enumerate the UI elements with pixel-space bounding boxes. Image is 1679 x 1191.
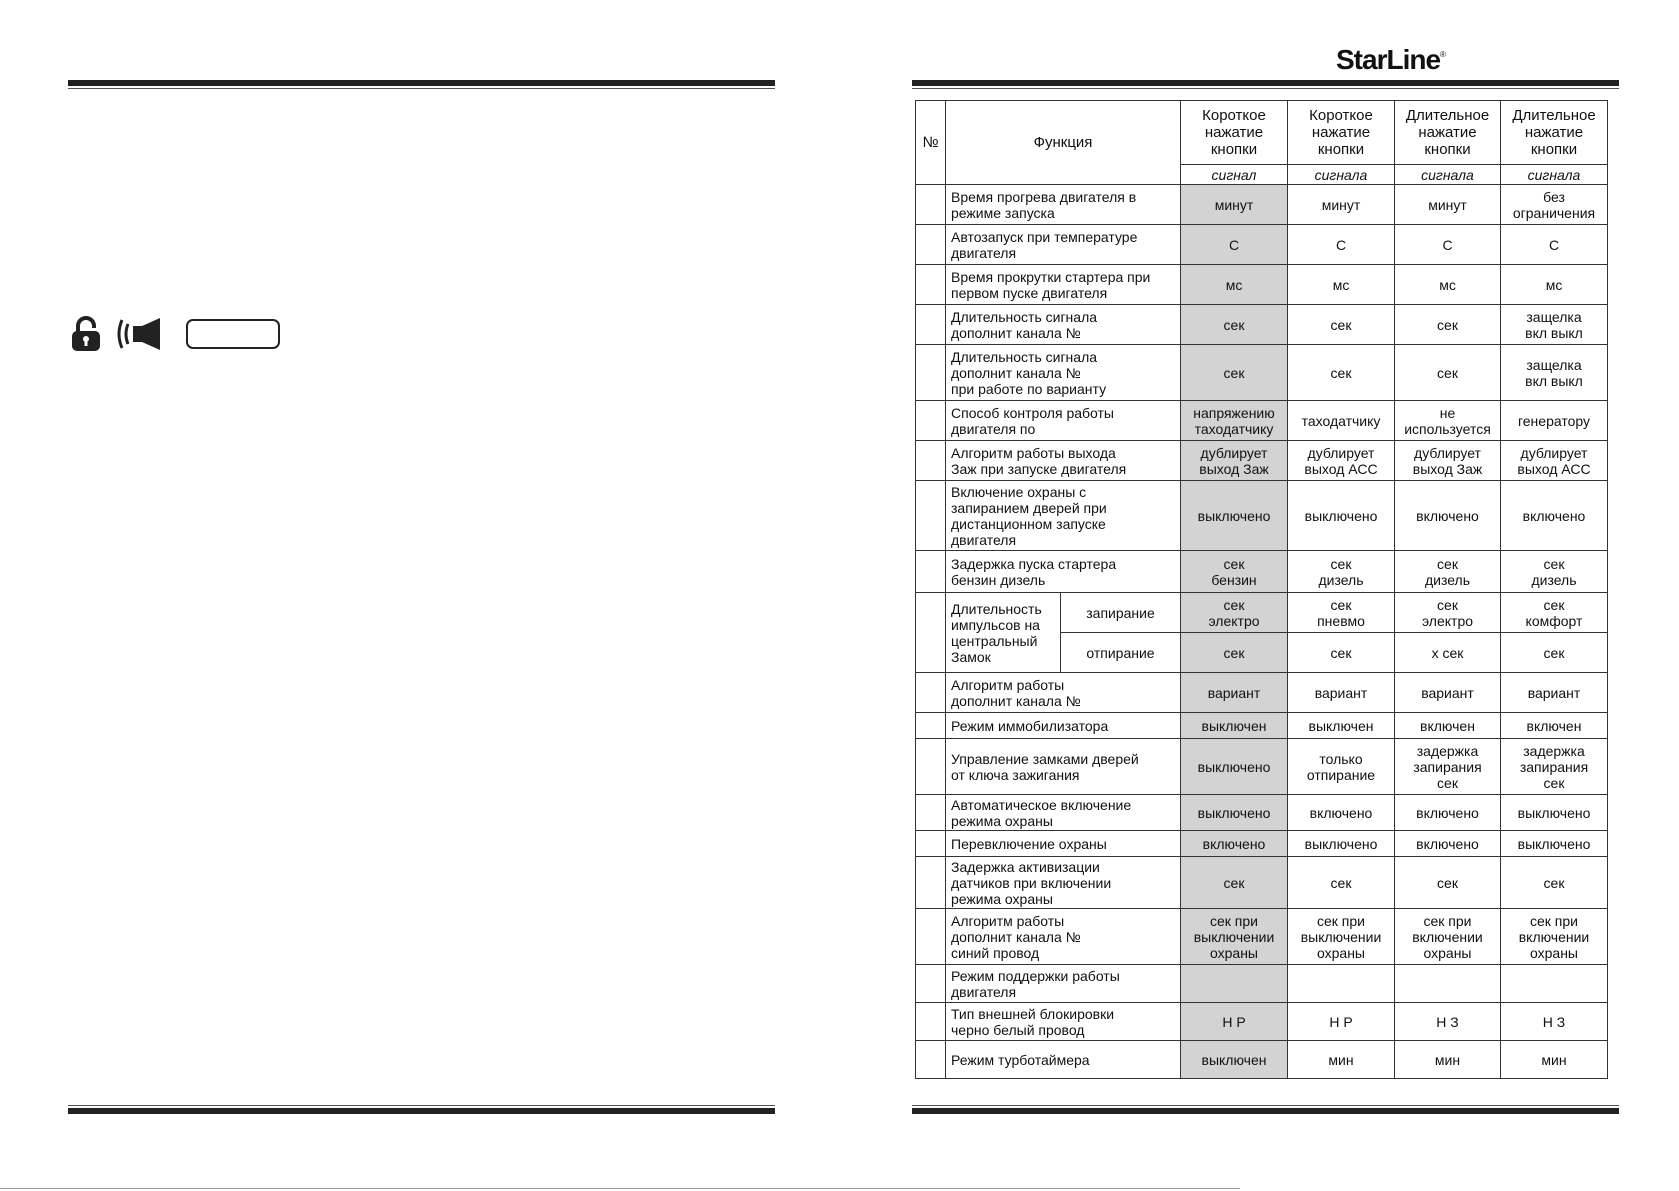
function-label: Время прокрутки стартера при первом пуске двигателя [946,265,1181,305]
table-row [916,1003,1608,1041]
option-value-4: защелка вкл выкл [1501,345,1608,401]
row-number [916,673,946,713]
function-label: Режим иммобилизатора [946,713,1181,739]
option-value-2: сек дизель [1288,551,1395,593]
option-value-4: включено [1501,481,1608,551]
column-header-option-1: Короткое нажатие кнопки [1181,101,1288,165]
option-value-4: генератору [1501,401,1608,441]
option-value-1: сек [1181,305,1288,345]
option-value-1: С [1181,225,1288,265]
row-number [916,965,946,1003]
option-value-1: вариант [1181,673,1288,713]
left-header-rule [68,80,775,86]
table-row [916,673,1608,713]
option-value-2: дублирует выход АСС [1288,441,1395,481]
option-value-3: включено [1395,795,1501,831]
table-row [916,739,1608,795]
function-sublabel: отпирание [1061,633,1181,673]
option-value-3: минут [1395,185,1501,225]
row-number [916,551,946,593]
option-value-3 [1395,965,1501,1003]
function-label: Задержка пуска стартера бензин дизель [946,551,1181,593]
option-value-4: Н З [1501,1003,1608,1041]
option-value-2: сек [1288,633,1395,673]
option-value-3: Н З [1395,1003,1501,1041]
option-value-3: С [1395,225,1501,265]
function-label: Включение охраны с запиранием дверей при дистанционном запуске двигателя [946,481,1181,551]
function-label: Длительность сигнала дополнит канала № [946,305,1181,345]
row-number [916,345,946,401]
option-value-2: сек [1288,305,1395,345]
option-value-2: выключено [1288,481,1395,551]
brand-logo: StarLine® [1336,44,1446,75]
table-row [916,831,1608,857]
option-value-3: вариант [1395,673,1501,713]
row-number [916,1041,946,1079]
column-header-function: Функция [946,101,1181,185]
option-value-2: сек [1288,857,1395,909]
option-value-1: выключен [1181,1041,1288,1079]
option-value-1: сек [1181,345,1288,401]
function-label: Задержка активизации датчиков при включении режима охраны [946,857,1181,909]
row-number [916,795,946,831]
function-label: Тип внешней блокировки черно белый провод [946,1003,1181,1041]
option-value-1: Н Р [1181,1003,1288,1041]
option-value-2: минут [1288,185,1395,225]
option-value-1: сек [1181,857,1288,909]
option-value-1: выключено [1181,795,1288,831]
option-value-2: включено [1288,795,1395,831]
function-label: Алгоритм работы дополнит канала № [946,673,1181,713]
table-row [916,965,1608,1003]
option-value-2: мин [1288,1041,1395,1079]
option-value-2: сек при выключении охраны [1288,909,1395,965]
option-value-2: С [1288,225,1395,265]
option-value-1: выключено [1181,481,1288,551]
row-number [916,265,946,305]
option-value-3: сек электро [1395,593,1501,633]
function-label: Автоматическое включение режима охраны [946,795,1181,831]
table-row [916,1041,1608,1079]
function-sublabel: запирание [1061,593,1181,633]
table-row [916,401,1608,441]
option-value-2: таходатчику [1288,401,1395,441]
table-row [916,795,1608,831]
option-value-4: задержка запирания сек [1501,739,1608,795]
table-row [916,481,1608,551]
left-footer-rule [68,1108,775,1114]
option-value-4: сек при включении охраны [1501,909,1608,965]
option-value-3: сек при включении охраны [1395,909,1501,965]
row-number [916,185,946,225]
option-value-2: выключен [1288,713,1395,739]
table-row [916,265,1608,305]
right-footer-rule [912,1108,1619,1114]
option-value-4: включен [1501,713,1608,739]
option-value-1 [1181,965,1288,1003]
right-header-rule-thin [912,88,1619,89]
option-value-1: выключен [1181,713,1288,739]
table-header-row [916,101,1608,165]
option-value-3: мс [1395,265,1501,305]
option-value-3: включен [1395,713,1501,739]
function-label: Режим турботаймера [946,1041,1181,1079]
right-header-rule [912,80,1619,86]
row-number [916,441,946,481]
option-value-3: не используется [1395,401,1501,441]
option-value-2: сек [1288,345,1395,401]
option-value-1: сек бензин [1181,551,1288,593]
option-value-3: сек [1395,857,1501,909]
option-value-4: сек [1501,633,1608,673]
option-value-4: выключено [1501,795,1608,831]
option-value-1: включено [1181,831,1288,857]
right-footer-rule-thin [912,1105,1619,1106]
option-value-4: мин [1501,1041,1608,1079]
function-label: Алгоритм работы дополнит канала № синий провод [946,909,1181,965]
option-value-1: выключено [1181,739,1288,795]
function-label: Алгоритм работы выхода Заж при запуске двигателя [946,441,1181,481]
option-value-4: сек дизель [1501,551,1608,593]
option-value-4: мс [1501,265,1608,305]
option-value-2: выключено [1288,831,1395,857]
option-value-3: дублирует выход Заж [1395,441,1501,481]
option-value-3: сек [1395,305,1501,345]
icon-row [68,316,288,356]
option-value-4: защелка вкл выкл [1501,305,1608,345]
table-row [916,185,1608,225]
row-number [916,713,946,739]
function-label: Время прогрева двигателя в режиме запуска [946,185,1181,225]
table-body [916,185,1608,1079]
table-row [916,909,1608,965]
option-value-3: задержка запирания сек [1395,739,1501,795]
signal-label-1: сигнал [1181,165,1288,185]
function-label: Управление замками дверей от ключа зажигания [946,739,1181,795]
option-value-4: без ограничения [1501,185,1608,225]
option-value-1: дублирует выход Заж [1181,441,1288,481]
option-value-1: напряжению таходатчику [1181,401,1288,441]
signal-label-4: сигнала [1501,165,1608,185]
function-label: Режим поддержки работы двигателя [946,965,1181,1003]
function-label: Длительность импульсов на центральный Замок [946,593,1061,673]
column-header-number: № [916,101,946,185]
left-footer-rule-thin [68,1105,775,1106]
row-number [916,1003,946,1041]
row-number [916,909,946,965]
signal-label-2: сигнала [1288,165,1395,185]
function-label: Автозапуск при температуре двигателя [946,225,1181,265]
option-value-3: х сек [1395,633,1501,673]
table-row [916,857,1608,909]
function-label: Длительность сигнала дополнит канала № при работе по варианту [946,345,1181,401]
table-row [916,441,1608,481]
settings-table [915,100,1608,1079]
function-label: Способ контроля работы двигателя по [946,401,1181,441]
option-value-2: вариант [1288,673,1395,713]
row-number [916,225,946,265]
option-value-2: сек пневмо [1288,593,1395,633]
table-row [916,225,1608,265]
button-icon [186,319,280,349]
option-value-3: сек [1395,345,1501,401]
option-value-3: сек дизель [1395,551,1501,593]
option-value-4: выключено [1501,831,1608,857]
row-number [916,481,946,551]
option-value-2: только отпирание [1288,739,1395,795]
option-value-3: мин [1395,1041,1501,1079]
option-value-1: сек [1181,633,1288,673]
row-number [916,305,946,345]
table-row [916,713,1608,739]
table-row [916,551,1608,593]
bottom-edge-line [0,1188,1240,1189]
siren-icon [114,316,170,352]
column-header-option-3: Длительное нажатие кнопки [1395,101,1501,165]
option-value-2 [1288,965,1395,1003]
row-number [916,593,946,673]
column-header-option-2: Короткое нажатие кнопки [1288,101,1395,165]
option-value-4: дублирует выход АСС [1501,441,1608,481]
row-number [916,739,946,795]
row-number [916,831,946,857]
option-value-4: вариант [1501,673,1608,713]
option-value-1: мс [1181,265,1288,305]
option-value-4: сек [1501,857,1608,909]
option-value-1: минут [1181,185,1288,225]
function-label: Перевключение охраны [946,831,1181,857]
option-value-4: сек комфорт [1501,593,1608,633]
row-number [916,857,946,909]
option-value-4 [1501,965,1608,1003]
option-value-1: сек при выключении охраны [1181,909,1288,965]
left-header-rule-thin [68,88,775,89]
column-header-option-4: Длительное нажатие кнопки [1501,101,1608,165]
signal-label-3: сигнала [1395,165,1501,185]
table-row [916,593,1608,633]
option-value-2: мс [1288,265,1395,305]
option-value-1: сек электро [1181,593,1288,633]
option-value-3: включено [1395,481,1501,551]
option-value-3: включено [1395,831,1501,857]
option-value-4: С [1501,225,1608,265]
table-row [916,345,1608,401]
row-number [916,401,946,441]
option-value-2: Н Р [1288,1003,1395,1041]
table-row [916,305,1608,345]
lock-icon [68,316,104,352]
